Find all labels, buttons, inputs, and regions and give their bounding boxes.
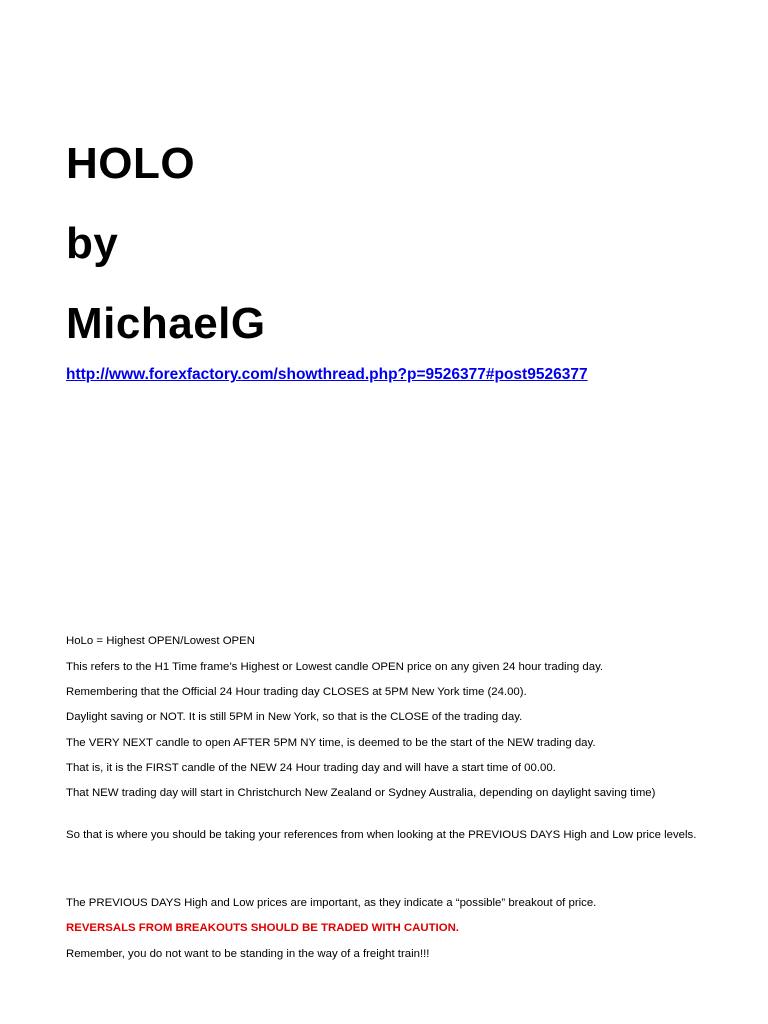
warning-reversals: REVERSALS FROM BREAKOUTS SHOULD BE TRADED WITH CAUTION. [66, 922, 459, 934]
paragraph-references: So that is where you should be taking your references from when looking at the PREVIOUS DAYS High and Low price levels. [66, 829, 697, 841]
paragraph-h1-timeframe: This refers to the H1 Time frame’s Highest or Lowest candle OPEN price on any given 24 hour trading day. [66, 661, 604, 673]
title-line-1: HOLO [66, 139, 196, 188]
title-line-3: MichaelG [66, 299, 266, 348]
paragraph-next-candle: The VERY NEXT candle to open AFTER 5PM NY time, is deemed to be the start of the NEW trading day. [66, 737, 596, 749]
title-line-2: by [66, 219, 119, 268]
paragraph-holo-definition: HoLo = Highest OPEN/Lowest OPEN [66, 635, 255, 647]
paragraph-new-trading-day: That NEW trading day will start in Christchurch New Zealand or Sydney Australia, depending on daylight saving time) [66, 787, 656, 799]
paragraph-freight-train: Remember, you do not want to be standing in the way of a freight train!!! [66, 948, 430, 960]
paragraph-previous-days: The PREVIOUS DAYS High and Low prices are important, as they indicate a “possible” breakout of price. [66, 897, 597, 909]
paragraph-first-candle: That is, it is the FIRST candle of the NEW 24 Hour trading day and will have a start time of 00.00. [66, 762, 556, 774]
paragraph-daylight-saving: Daylight saving or NOT. It is still 5PM in New York, so that is the CLOSE of the trading day. [66, 711, 523, 723]
forum-thread-link[interactable]: http://www.forexfactory.com/showthread.php?p=9526377#post9526377 [66, 366, 588, 383]
paragraph-trading-day-close: Remembering that the Official 24 Hour trading day CLOSES at 5PM New York time (24.00). [66, 686, 527, 698]
